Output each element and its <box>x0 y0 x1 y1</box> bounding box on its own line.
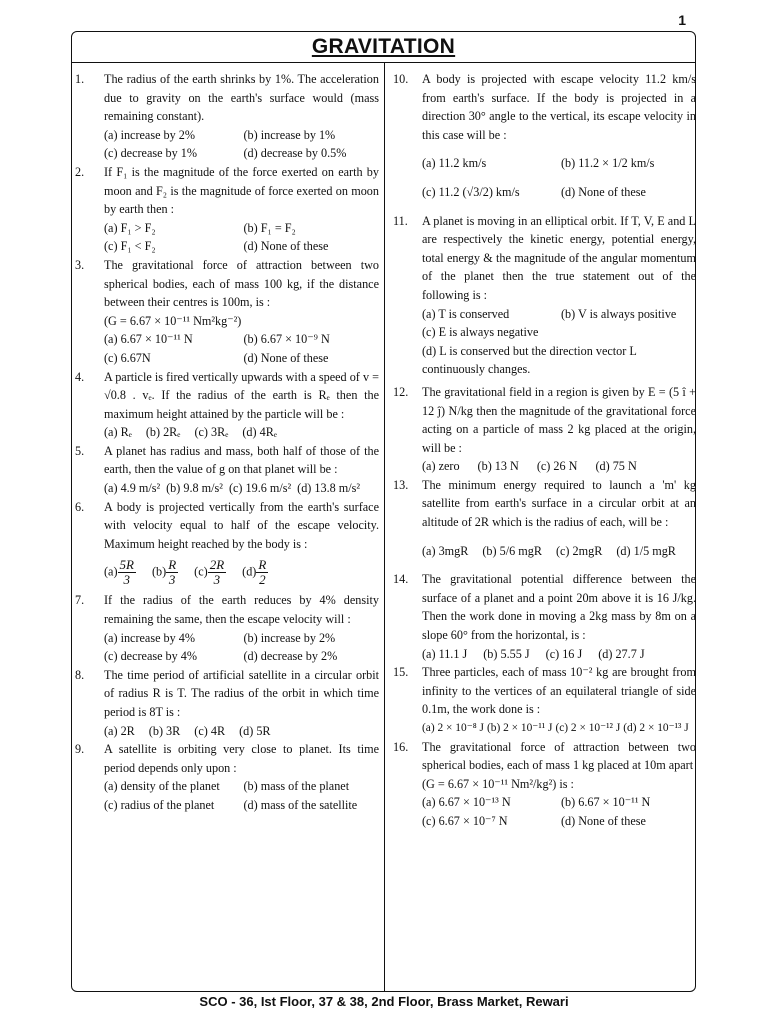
question-number: 2. <box>75 164 85 179</box>
option-b: (b) V is always positive <box>561 306 677 321</box>
question-number: 3. <box>75 257 85 272</box>
question-number: 14. <box>393 572 409 587</box>
question-text: The gravitational force of attraction between two spherical bodies, each of mass 100 kg, if the distance between their centres is 100m, is : <box>104 257 379 310</box>
option-a: (a) T is conserved <box>422 306 510 321</box>
question-text: If the radius of the earth reduces by 4% density remaining the same, then the escape velocity will : <box>104 593 379 627</box>
option-c: (c) decrease by 4% <box>104 649 198 664</box>
question-14 <box>390 570 696 663</box>
option-b: (b) $\frac{R}{3}$ <box>151 556 177 587</box>
option-b: (b) 3R <box>148 723 181 738</box>
option-b: (b) 11.2 × 1/2 km/s <box>561 156 655 171</box>
option-a: (a) F₁ > F₂ <box>104 220 156 235</box>
question-4 <box>72 368 379 442</box>
option-a: (a) 3mgR <box>422 543 469 558</box>
option-b: (b) 13 N <box>477 459 519 474</box>
option-c: (c) decrease by 1% <box>104 146 198 161</box>
option-a: (a) 11.2 km/s <box>422 156 487 171</box>
option-b: (b) increase by 2% <box>243 630 336 645</box>
option-a: (a) 4.9 m/s² <box>104 481 161 496</box>
question-number: 16. <box>393 739 409 754</box>
option-c: (c) 2mgR <box>555 543 603 558</box>
footer-address: SCO - 36, Ist Floor, 37 & 38, 2nd Floor, Brass Market, Rewari <box>199 994 569 1009</box>
left-column <box>72 70 379 815</box>
option-d: (d) None of these <box>561 184 646 199</box>
question-number: 10. <box>393 72 409 86</box>
option-c: (c) 3Rₑ <box>194 425 229 440</box>
option-d: (d) decrease by 2% <box>243 649 338 664</box>
question-text: A particle is fired vertically upwards with a speed of v = √0.8 . vₑ. If the radius of the earth is Rₑ then the maximum height attained by the particle will be : <box>104 369 379 421</box>
option-d: (d) decrease by 0.5% <box>243 146 347 161</box>
option-a: (a) 2R <box>104 723 135 738</box>
option-a: (a) 6.67 × 10⁻¹³ N <box>422 795 511 810</box>
question-2 <box>72 163 379 256</box>
option-c: (c) 4R <box>194 723 226 738</box>
question-10 <box>390 70 696 212</box>
question-13 <box>390 476 696 570</box>
option-c: (c) 26 N <box>536 459 578 474</box>
option-c: (c) E is always negative <box>422 325 539 340</box>
question-number: 4. <box>75 369 85 384</box>
question-8 <box>72 666 379 740</box>
option-d: (d) None of these <box>243 350 329 365</box>
page-number: 1 <box>678 12 686 28</box>
given-constant: (G = 6.67 × 10⁻¹¹ Nm²kg⁻²) <box>104 313 242 328</box>
option-c: (c) 2 × 10⁻¹² J <box>555 722 621 734</box>
option-c: (c) $\frac{2R}{3}$ <box>194 556 225 587</box>
question-number: 5. <box>75 443 85 458</box>
option-d: (d) 2 × 10⁻¹³ J <box>623 722 689 734</box>
option-b: (b) 9.8 m/s² <box>166 481 223 496</box>
question-text: A planet is moving in an elliptical orbit. If T, V, E and L are respectively the kinetic energy, potential energy, total energy & the magnitude of the angular momentum of the planet then the true statement out of the following is : <box>422 213 696 302</box>
option-c: (c) F₁ < F₂ <box>104 239 156 254</box>
option-b: (b) 2Rₑ <box>145 425 181 440</box>
option-d: (d) 4Rₑ <box>242 425 277 440</box>
option-a: (a) zero <box>422 459 460 474</box>
option-b: (b) 2 × 10⁻¹¹ J <box>486 722 553 734</box>
option-c: (c) 6.67 × 10⁻⁷ N <box>422 813 508 828</box>
option-d: (d) mass of the satellite <box>243 797 358 812</box>
option-b: (b) 6.67 × 10⁻¹¹ N <box>561 795 651 810</box>
page-title: GRAVITATION <box>311 35 456 58</box>
option-a: (a) 6.67 × 10⁻¹¹ N <box>104 332 193 347</box>
question-number: 13. <box>393 477 409 492</box>
option-c: (c) 11.2 (√3/2) km/s <box>422 184 520 199</box>
question-text: A planet has radius and mass, both half of those of the earth, then the value of g on that planet will be : <box>104 443 379 477</box>
question-text: The minimum energy required to launch a 'm' kg satellite from earth's surface in a circular orbit at an altitude of 2R which is the radius of each, will be : <box>422 477 696 530</box>
question-3 <box>72 256 379 368</box>
question-5 <box>72 442 379 498</box>
question-number: 6. <box>75 499 85 514</box>
page-frame <box>71 31 696 992</box>
option-c: (c) 16 J <box>545 646 583 661</box>
question-text: Three particles, each of mass 10⁻² kg are brought from infinity to the vertices of an equilateral triangle of side 0.1m, the work done is : <box>422 665 696 717</box>
question-text: The time period of artificial satellite in a circular orbit of radius R is T. The radius of the orbit in which time period is 8T is : <box>104 667 379 719</box>
option-a: (a) increase by 2% <box>104 127 196 142</box>
option-b: (b) mass of the planet <box>243 779 350 794</box>
question-number: 12. <box>393 384 409 399</box>
option-b: (b) F₁ = F₂ <box>243 220 296 235</box>
question-12 <box>390 383 696 476</box>
option-d: (d) 75 N <box>595 459 637 474</box>
option-d: (d) $\frac{R}{2}$ <box>242 556 267 587</box>
question-16 <box>390 738 696 831</box>
question-text: A satellite is orbiting very close to planet. Its time period depends only upon : <box>104 742 379 775</box>
question-number: 7. <box>75 593 85 608</box>
question-number: 8. <box>75 667 85 682</box>
option-a: (a) density of the planet <box>104 779 220 794</box>
question-number: 15. <box>393 665 409 680</box>
option-a: (a) increase by 4% <box>104 630 196 645</box>
option-d: (d) None of these <box>243 239 329 254</box>
option-a: (a) 2 × 10⁻⁸ J <box>422 722 484 734</box>
question-text: The gravitational field in a region is given by E = (5 î + 12 ĵ) N/kg then the magnitude of the gravitational force acting on a particle of mass 2 kg placed at the origin, will be : <box>422 384 696 455</box>
column-divider <box>384 62 385 991</box>
option-b: (b) 5/6 mgR <box>482 543 542 558</box>
option-c: (c) 6.67N <box>104 350 151 365</box>
option-a: (a) Rₑ <box>104 425 132 440</box>
option-b: (b) 5.55 J <box>483 646 530 661</box>
given-constant: (G = 6.67 × 10⁻¹¹ Nm²/kg²) is : <box>422 776 574 791</box>
option-d: (d) 27.7 J <box>598 646 645 661</box>
option-b: (b) 6.67 × 10⁻⁹ N <box>243 332 330 347</box>
question-11 <box>390 212 696 383</box>
question-9 <box>72 740 379 814</box>
option-d: (d) 1/5 mgR <box>616 543 676 558</box>
question-text: The radius of the earth shrinks by 1%. The acceleration due to gravity on the earth's surface would (mass remaining constant). <box>104 72 379 124</box>
question-text: A body is projected with escape velocity 11.2 km/s from earth's surface. If the body is projected in a direction 30° angle to the vertical, its escape velocity in this case will be : <box>422 72 696 142</box>
question-1 <box>72 70 379 163</box>
question-6 <box>72 498 379 592</box>
fraction-options <box>104 553 379 591</box>
option-a: (a) 11.1 J <box>422 646 468 661</box>
title-bar <box>72 32 695 63</box>
question-text: The gravitational force of attraction between two spherical bodies, each of mass 1 kg placed at 10m apart <box>422 739 696 773</box>
question-7 <box>72 591 379 665</box>
right-column <box>390 70 696 831</box>
option-d: (d) 5R <box>239 723 271 738</box>
question-15 <box>390 663 696 737</box>
option-c: (c) radius of the planet <box>104 797 215 812</box>
question-text: If F₁ is the magnitude of the force exerted on earth by moon and F₂ is the magnitude of force exerted on moon by earth then : <box>104 164 379 217</box>
question-text: The gravitational potential difference between the surface of a planet and a point 20m above it is 16 J/kg. Then the work done in moving a 2kg mass by 8m on a slope 60° from the horizontal, is : <box>422 572 696 643</box>
option-d: (d) None of these <box>561 813 646 828</box>
option-b: (b) increase by 1% <box>243 127 336 142</box>
question-number: 9. <box>75 742 85 757</box>
question-number: 1. <box>75 72 85 86</box>
question-number: 11. <box>393 213 408 228</box>
option-d: (d) 13.8 m/s² <box>297 481 361 496</box>
option-d: (d) L is conserved but the direction vector L continuously changes. <box>422 343 637 377</box>
option-a: (a) $\frac{5R}{3}$ <box>104 556 134 587</box>
option-c: (c) 19.6 m/s² <box>228 481 292 496</box>
question-text: A body is projected vertically from the earth's surface with velocity equal to half of the escape velocity. Maximum height reached by the body is : <box>104 499 379 551</box>
